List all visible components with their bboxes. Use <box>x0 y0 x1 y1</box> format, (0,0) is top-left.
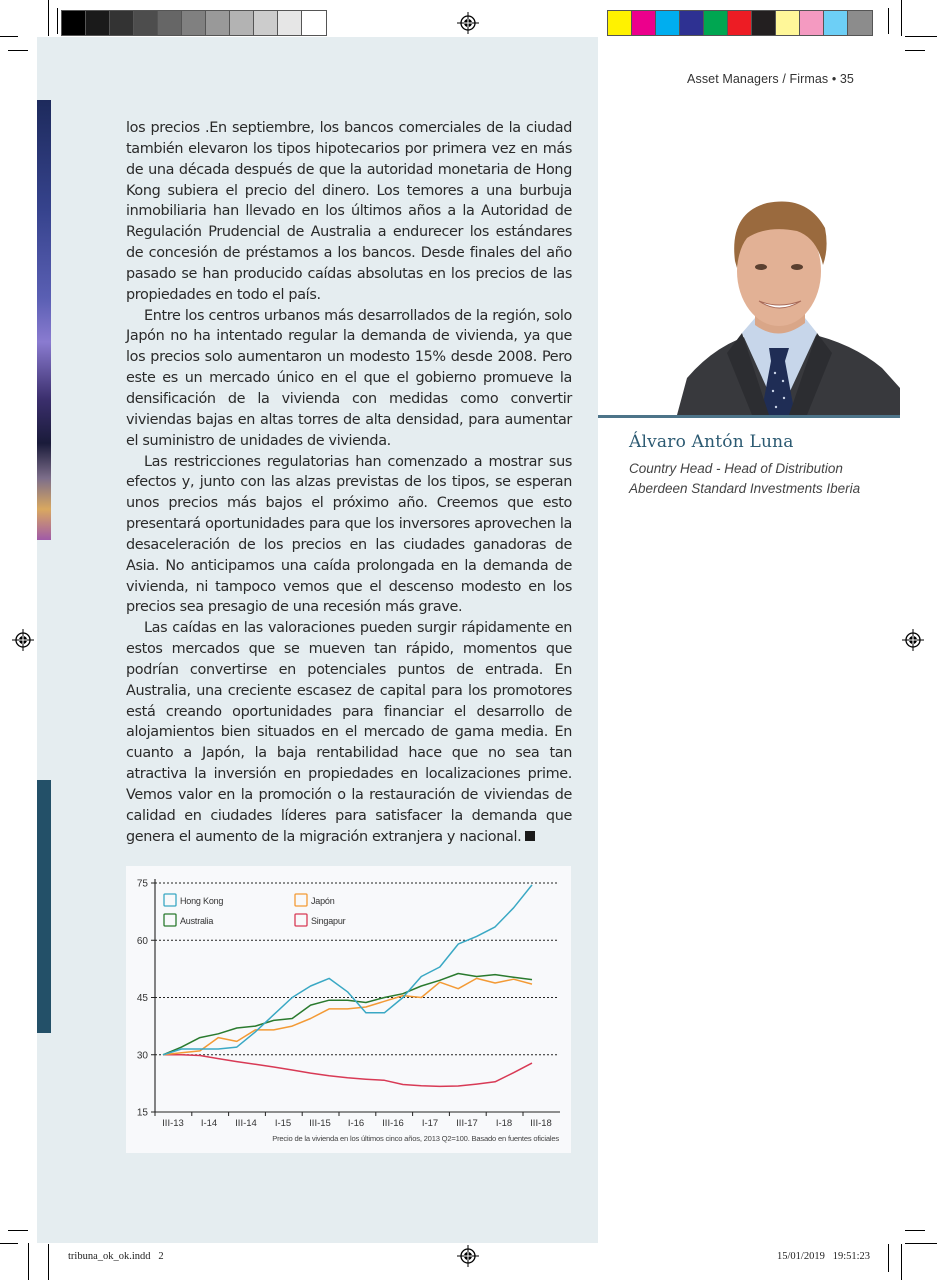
x-tick-label: III-13 <box>162 1118 184 1129</box>
grayscale-swatch <box>134 11 158 35</box>
crop-mark <box>0 36 18 37</box>
x-tick-label: I-15 <box>274 1118 292 1129</box>
article-paragraph: Las restricciones regulatorias han comenzado a mostrar sus efectos y, junto con las alzas previstas de los tipos, se esperan unos precios más bajos el próximo año. Creemos que esto presentará oportunidades para que los inversores aprovechen la desaceleración de los precios en las ciudades ganadoras de Asia. No anticipamos una caída prolongada en la demanda de vivienda, ni tampoco vemos que el descenso modesto en los precios sea presagio de una recesión más grave. <box>126 453 572 616</box>
registration-mark-top-icon <box>457 12 479 34</box>
crop-mark <box>905 50 925 51</box>
portrait-divider <box>598 415 900 418</box>
author-company: Aberdeen Standard Investments Iberia <box>629 480 861 496</box>
x-tick-label: I-17 <box>421 1118 439 1129</box>
grayscale-swatch <box>182 11 206 35</box>
article-body <box>126 118 572 848</box>
crop-mark <box>901 1244 902 1280</box>
crop-mark <box>8 50 28 51</box>
series-line-singapur <box>163 1055 532 1087</box>
crop-mark <box>888 8 889 34</box>
process-color-bar <box>607 10 873 36</box>
x-tick-label: III-17 <box>456 1118 478 1129</box>
crop-mark <box>905 1230 925 1231</box>
crop-mark <box>8 1230 28 1231</box>
legend-label: Japón <box>311 896 335 906</box>
author-portrait <box>657 183 900 415</box>
color-swatch <box>704 11 728 35</box>
grayscale-swatch <box>158 11 182 35</box>
city-night-photo-strip <box>37 100 51 540</box>
crop-mark <box>48 0 49 36</box>
legend-item <box>164 914 213 926</box>
grayscale-swatch <box>206 11 230 35</box>
housing-price-chart <box>126 866 571 1153</box>
grayscale-color-bar <box>61 10 327 36</box>
end-of-article-square-icon <box>525 831 535 841</box>
x-tick-label: III-15 <box>309 1118 331 1129</box>
author-name: Álvaro Antón Luna <box>629 432 794 452</box>
crop-mark <box>888 1244 889 1272</box>
crop-mark <box>905 1243 937 1244</box>
series-line-hong-kong <box>163 885 532 1055</box>
article-paragraph: los precios .En septiembre, los bancos comerciales de la ciudad también elevaron los tipos hipotecarios por primera vez en más de una década después de que la autoridad monetaria de Hong Kong subiera el precio del dinero. Los temores a una burbuja inmobiliaria han llevado en los últimos años a la Autoridad de Regulación Prudencial de Australia a endurecer los estándares de concesión de préstamos a los bancos. Desde finales del año pasado se han producido caídas absolutas en los precios de las propiedades en todo el país. <box>126 120 572 303</box>
color-swatch <box>608 11 632 35</box>
series-line-australia <box>163 974 532 1055</box>
color-swatch <box>776 11 800 35</box>
x-tick-label: I-18 <box>495 1118 513 1129</box>
y-tick-label: 45 <box>136 993 148 1004</box>
x-tick-label: III-14 <box>235 1118 257 1129</box>
crop-mark <box>28 1243 29 1280</box>
series-line-japon <box>163 978 532 1054</box>
registration-mark-left-icon <box>12 629 34 651</box>
color-swatch <box>800 11 824 35</box>
x-tick-label: I-16 <box>347 1118 365 1129</box>
color-swatch <box>728 11 752 35</box>
legend-item <box>295 914 346 926</box>
file-slug: tribuna_ok_ok.indd 2 <box>68 1251 164 1262</box>
crop-mark <box>901 0 902 36</box>
color-swatch <box>752 11 776 35</box>
color-swatch <box>824 11 848 35</box>
author-title: Country Head - Head of Distribution <box>629 461 843 476</box>
color-swatch <box>656 11 680 35</box>
y-tick-label: 15 <box>136 1107 148 1119</box>
print-timestamp: 15/01/2019 19:51:23 <box>777 1251 871 1262</box>
legend-swatch <box>164 914 176 926</box>
crop-mark <box>48 1244 49 1280</box>
legend-label: Singapur <box>311 916 346 926</box>
legend-swatch <box>164 894 176 906</box>
article-paragraph <box>126 618 572 847</box>
registration-mark-right-icon <box>902 629 924 651</box>
y-tick-label: 60 <box>136 935 148 947</box>
x-tick-label: III-16 <box>382 1118 404 1129</box>
author-role <box>629 459 860 498</box>
chart-caption: Precio de la vivienda en los últimos cinco años, 2013 Q2=100. Basado en fuentes oficiales <box>272 1134 559 1143</box>
x-tick-label: III-18 <box>530 1118 552 1129</box>
article-paragraph-text: Las caídas en las valoraciones pueden surgir rápidamente en estos mercados que se mueven tan rápido, momentos que podrían convertirse en potenciales puntos de entrada. En Australia, una creciente escasez de capital para los promotores está creando oportunidades para financiar el desarrollo de alojamientos bien situados en el mercado de gama media. En cuanto a Japón, la baja rentabilidad hace que no sea tan atractiva la inversión en propiedades en localizaciones prime. Vemos valor en la promoción o la restauración de viviendas de calidad en ciudades líderes para satisfacer la demanda que genera el aumento de la migración extranjera y nacional. <box>126 620 572 845</box>
article-paragraph: Entre los centros urbanos más desarrollados de la región, solo Japón no ha intentado regular la demanda de vivienda, ya que los precios solo aumentaron un modesto 15% desde 2008. Pero este es un mercado único en el que el gobierno promueve la densificación de la vivienda con medidas como convertir viviendas bajas en altas torres de alta densidad, para aumentar el suministro de unidades de vivienda. <box>126 307 572 449</box>
y-tick-label: 30 <box>136 1050 148 1062</box>
line-chart-canvas <box>126 866 571 1153</box>
registration-mark-bottom-icon <box>457 1245 479 1267</box>
crop-mark <box>57 8 58 34</box>
grayscale-swatch <box>302 11 326 35</box>
color-swatch <box>680 11 704 35</box>
legend-item <box>295 894 335 906</box>
color-swatch <box>632 11 656 35</box>
grayscale-swatch <box>62 11 86 35</box>
grayscale-swatch <box>86 11 110 35</box>
color-swatch <box>848 11 872 35</box>
grayscale-swatch <box>230 11 254 35</box>
crop-mark <box>0 1243 18 1244</box>
legend-swatch <box>295 894 307 906</box>
y-tick-label: 75 <box>136 878 148 890</box>
grayscale-swatch <box>110 11 134 35</box>
x-tick-label: I-14 <box>200 1118 218 1129</box>
running-head: Asset Managers / Firmas • 35 <box>687 72 854 86</box>
grayscale-swatch <box>278 11 302 35</box>
legend-swatch <box>295 914 307 926</box>
legend-label: Hong Kong <box>180 896 224 906</box>
accent-bar <box>37 780 51 1033</box>
legend-item <box>164 894 223 906</box>
crop-mark <box>905 36 937 37</box>
legend-label: Australia <box>180 916 214 926</box>
grayscale-swatch <box>254 11 278 35</box>
